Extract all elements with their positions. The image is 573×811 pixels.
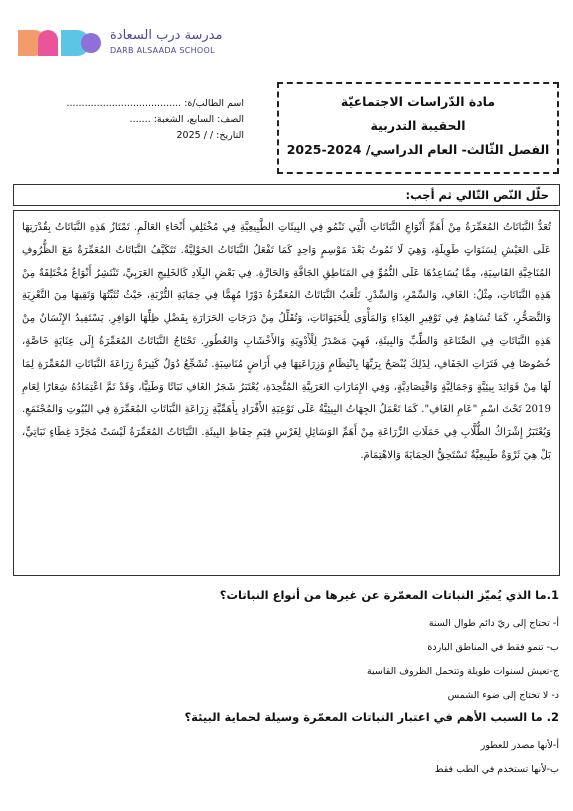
bag-title: الحقيبة التدربية — [370, 118, 466, 133]
question-1-option-c[interactable]: ج-تعيش لسنوات طويلة وتتحمل الظروف القاسية — [366, 666, 559, 677]
student-date-field[interactable]: التاريخ: / / 2025 — [176, 130, 244, 141]
question-2-option-b[interactable]: ب-لأنها تستخدم في الطب فقط — [434, 764, 559, 775]
question-1-option-b[interactable]: ب- تنمو فقط في المناطق الباردة — [427, 642, 559, 653]
header-title-box — [277, 82, 559, 174]
question-2: 2. ما السبب الأهم في اعتبار النباتات المعمّرة وسيلة لحماية البيئة؟ — [184, 710, 559, 724]
student-class-field[interactable]: الصف: السابع، الشعبة: ....... — [129, 114, 244, 125]
school-logo — [14, 24, 223, 64]
question-1-option-a[interactable]: أ- تحتاج إلى ريّ دائم طوال السنة — [428, 618, 559, 629]
student-info — [44, 96, 244, 144]
student-name-field[interactable]: اسم الطالب/ة: ...................................... — [66, 98, 244, 109]
subject-title: مادة الدّراسات الاجتماعيّة — [340, 94, 496, 109]
question-2-option-a[interactable]: أ-لأنها مصدر للعطور — [480, 740, 559, 751]
term-title: الفصل الثّالث- العام الدراسي/ 2024-2025 — [286, 142, 550, 157]
reading-passage: تُعَدُّ النَّبَاتَاتُ المُعَمِّرَةُ مِنْ أَهَمِّ أَنْوَاعِ النَّبَاتَاتِ الَّتِي تَنْمُو فِي البِيئَاتِ الطَّبِيعِيَّةِ فِي مُخْتَلِفِ أَنْحَاءِ العَالَمِ. تَمْتَازُ هَذِهِ النَّبَاتَاتُ بِقُدْرَتِهَا عَلَى العَيْشِ لِسَنَوَاتٍ طَوِيلَةٍ، وَهِيَ لَا تَمُوتُ بَعْدَ مَوْسِمٍ وَاحِدٍ كَمَا تَفْعَلُ النَّبَاتَاتُ الحَوْلِيَّةُ. تَتَكَيَّفُ النَّبَاتَاتُ المُعَمِّرَةُ مَعَ الظُّرُوفِ المُنَاخِيَّةِ القَاسِيَةِ، مِمَّا يُسَاعِدُهَا عَلَى النُّمُوِّ فِي المَنَاطِقِ الجَافَّةِ وَالحَارَّةِ. فِي بَعْضِ البِلَادِ كَالخَلِيجِ العَرَبِيِّ، تَنْتَشِرُ أَنْوَاعٌ مُخْتَلِفَةٌ مِنْ هَذِهِ النَّبَاتَاتِ، مِثْلُ: الغَافِ، وَالسِّمْرِ، وَالسِّدْرِ. تَلْعَبُ النَّبَاتَاتُ المُعَمِّرَةُ دَوْرًا مُهِمًّا فِي حِمَايَةِ التُّرْبَةِ، حَيْثُ تُثَبِّتُهَا وَتَقِيهَا مِنَ التَّعْرِيَةِ وَالتَّصَحُّرِ، كَمَا تُسَاهِمُ فِي تَوْفِيرِ الغِذَاءِ وَالمَأْوَى لِلْحَيَوَانَاتِ، وَتُقَلِّلُ مِنْ دَرَجَاتِ الحَرَارَةِ بِفَضْلِ ظِلِّهَا الوَافِرِ. يَسْتَفِيدُ الإِنْسَانُ مِنْ هَذِهِ النَّبَاتَاتِ فِي الصِّنَاعَةِ وَالطِّبِّ وَالبِيئَةِ، فَهِيَ مَصْدَرٌ لِلْأَدْوِيَةِ وَالأَخْشَابِ وَالعُطُورِ. تَحْتَاجُ النَّبَاتَاتُ المُعَمِّرَةُ إِلَى عِنَايَةٍ خَاصَّةٍ، خُصُوصًا فِي فَتَرَاتِ الجَفَافِ، لِذَلِكَ يُنْصَحُ بِرَيِّهَا بِانْتِظَامٍ وَزِرَاعَتِهَا فِي أَرَاضٍ مُنَاسِبَةٍ. تُشَجِّعُ دُوَلٌ كَثِيرَةٌ زِرَاعَةَ النَّبَاتَاتِ المُعَمِّرَةِ لِمَا لَهَا مِنْ فَوَائِدَ بِيئِيَّةٍ وَجَمَالِيَّةٍ وَاقْتِصَادِيَّةٍ، وَفِي الإِمَارَاتِ العَرَبِيَّةِ المُتَّحِدَةِ، يُعْتَبَرُ شَجَرُ الغَافِ نَبَاتًا وَطَنِيًّا، وَقَدْ تَمَّ اعْتِمَادُهُ شِعَارًا لِعَامِ 2019 تَحْتَ اسْمِ "عَامِ الغَافِ". كَمَا تَعْمَلُ الجِهَاتُ البِيئِيَّةُ عَلَى تَوْعِيَةِ الأَفْرَادِ بِأَهَمِّيَّةِ زِرَاعَةِ النَّبَاتَاتِ المُعَمِّرَةِ فِي البُيُوتِ وَالمُجْتَمَعِ. وَيُعْتَبَرُ إِشْرَاكُ الطُّلَّابِ فِي حَمَلَاتِ الزِّرَاعَةِ مِنْ أَهَمِّ الوَسَائِلِ لِغَرْسِ قِيَمِ حِفَاظِ البِيئَةِ. النَّبَاتَاتُ المُعَمِّرَةُ لَيْسَتْ مُجَرَّدَ غِطَاءٍ نَبَاتِيٍّ، بَلْ هِيَ ثَرْوَةٌ طَبِيعِيَّةٌ تَسْتَحِقُّ الحِمَايَةَ وَالاهْتِمَامَ. — [13, 210, 560, 576]
school-logo-icon — [14, 26, 102, 60]
question-1: 1.ما الذي يُميّز النباتات المعمّرة عن غيرها من أنواع النباتات؟ — [219, 588, 559, 602]
school-name-en: DARB ALSAADA SCHOOL — [110, 46, 215, 55]
instruction-bar: حلّل النّص التّالي ثم أجب: — [13, 184, 560, 206]
school-name-ar: مدرسة درب السعادة — [110, 28, 223, 43]
question-1-option-d[interactable]: د- لا تحتاج إلى ضوء الشمس — [447, 690, 559, 701]
